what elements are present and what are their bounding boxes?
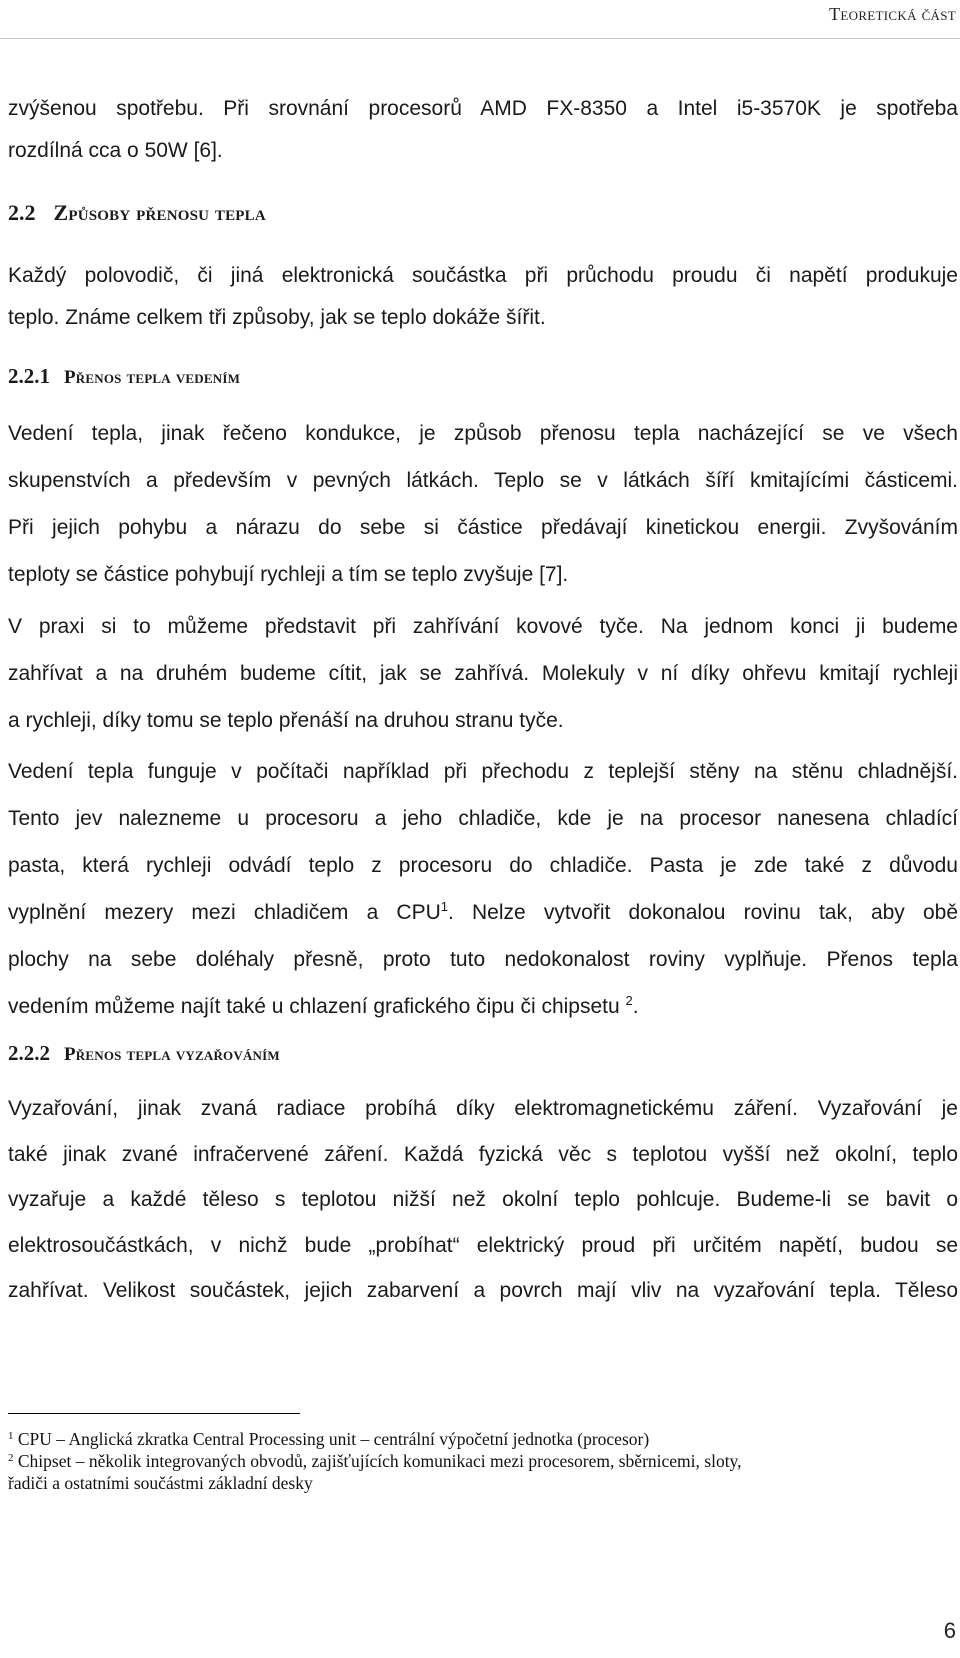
p3-line-4 (8, 889, 958, 936)
p4-line-5: zahřívat. Velikost součástek, jejich zabarvení a povrch mají vliv na vyzařování tepla. Těleso (8, 1279, 958, 1302)
footnote-ref-2[interactable]: 2 (625, 993, 633, 1008)
p4-line-4: elektrosoučástkách, v nichž bude „probíhat“ elektrický proud při určitém napětí, budou se (8, 1233, 958, 1257)
p4-line-1: Vyzařování, jinak zvaná radiace probíhá díky elektromagnetickému záření. Vyzařování je (8, 1097, 958, 1120)
p1-line-1: Vedení tepla, jinak řečeno kondukce, je způsob přenosu tepla nacházející se ve všech (8, 422, 958, 445)
p3-line-4-b: . Nelze vytvořit dokonalou rovinu tak, aby obě (448, 901, 959, 924)
section-2-2-1-paragraph-2 (8, 603, 958, 744)
p3-line-2: Tento jev nalezneme u procesoru a jeho chladiče, kde je na procesor nanesena chladící (8, 807, 958, 830)
footnote-2-text: Chipset – několik integrovaných obvodů, zajišťujících komunikaci mezi procesorem, sběrnicemi, sloty, (17, 1451, 742, 1471)
section-2-2-line-2: teplo. Známe celkem tři způsoby, jak se teplo dokáže šířit. (8, 306, 546, 329)
footnote-1-mark: 1 (8, 1430, 14, 1442)
intro-paragraph (8, 88, 958, 172)
section-2-2-heading (8, 200, 266, 226)
section-2-2-2-title: Přenos tepla vyzařováním (64, 1044, 280, 1065)
p2-line-2: zahřívat a na druhém budeme cítit, jak se zahřívá. Molekuly v ní díky ohřevu kmitají rychleji (8, 662, 958, 685)
section-2-2-1-paragraph-3 (8, 748, 958, 1030)
page-number: 6 (943, 1618, 956, 1643)
footnote-1 (8, 1428, 888, 1450)
p3-line-3: pasta, která rychleji odvádí teplo z procesoru do chladiče. Pasta je zde také z důvodu (8, 854, 958, 877)
intro-line-2: rozdílná cca o 50W [6]. (8, 139, 223, 162)
footnotes (8, 1428, 888, 1494)
intro-line-1: zvýšenou spotřebu. Při srovnání procesorů AMD FX-8350 a Intel i5-3570K je spotřeba (8, 97, 958, 120)
footnote-2-text-2: řadiči a ostatními součástmi základní desky (8, 1473, 313, 1493)
footnote-ref-1[interactable]: 1 (440, 899, 448, 914)
p3-line-6 (8, 983, 958, 1030)
section-2-2-2-heading (8, 1041, 280, 1066)
p2-line-3: a rychleji, díky tomu se teplo přenáší na druhou stranu tyče. (8, 709, 564, 732)
p3-line-6-b: . (632, 995, 639, 1018)
section-2-2-1-title: Přenos tepla vedením (64, 367, 241, 388)
running-header (0, 0, 960, 39)
p1-line-2: skupenstvích a především v pevných látkách. Teplo se v látkách šíří kmitajícími částicemi. (8, 469, 958, 492)
p4-line-2: také jinak zvané infračervené záření. Každá fyzická věc s teplotou vyšší než okolní, teplo (8, 1142, 958, 1166)
p2-line-1: V praxi si to můžeme představit při zahřívání kovové tyče. Na jednom konci ji budeme (8, 615, 958, 638)
p3-line-4-a: vyplnění mezery mezi chladičem a CPU (8, 901, 441, 924)
section-2-2-1-paragraph-1 (8, 410, 958, 598)
p3-line-5: plochy na sebe doléhaly přesně, proto tuto nedokonalost roviny vyplňuje. Přenos tepla (8, 948, 958, 971)
footnote-1-text: CPU – Anglická zkratka Central Processing unit – centrální výpočetní jednotka (procesor) (17, 1429, 650, 1449)
section-2-2-1-number: 2.2.1 (8, 364, 50, 388)
p1-line-4: teploty se částice pohybují rychleji a tím se teplo zvyšuje [7]. (8, 563, 569, 586)
header-title: Teoretická část (829, 4, 956, 24)
section-2-2-2-paragraph-1 (8, 1086, 958, 1314)
footnote-2-mark: 2 (8, 1452, 14, 1464)
p3-line-6-a: vedením můžeme najít také u chlazení grafického čipu či chipsetu (8, 995, 620, 1018)
section-2-2-1-heading (8, 364, 240, 389)
section-2-2-paragraph (8, 255, 958, 339)
section-2-2-title: Způsoby přenosu tepla (53, 200, 266, 225)
footnote-2 (8, 1450, 888, 1494)
p4-line-3: vyzařuje a každé těleso s teplotou nižší než okolní teplo pohlcuje. Budeme-li se bavit o (8, 1188, 958, 1211)
section-2-2-number: 2.2 (8, 200, 36, 225)
section-2-2-line-1: Každý polovodič, či jiná elektronická součástka při průchodu proudu či napětí produkuje (8, 264, 958, 287)
footnote-separator (8, 1413, 300, 1414)
p3-line-1: Vedení tepla funguje v počítači například při přechodu z teplejší stěny na stěnu chladnější. (8, 760, 958, 783)
p1-line-3: Při jejich pohybu a nárazu do sebe si částice předávají kinetickou energii. Zvyšováním (8, 516, 958, 539)
section-2-2-2-number: 2.2.2 (8, 1041, 50, 1065)
